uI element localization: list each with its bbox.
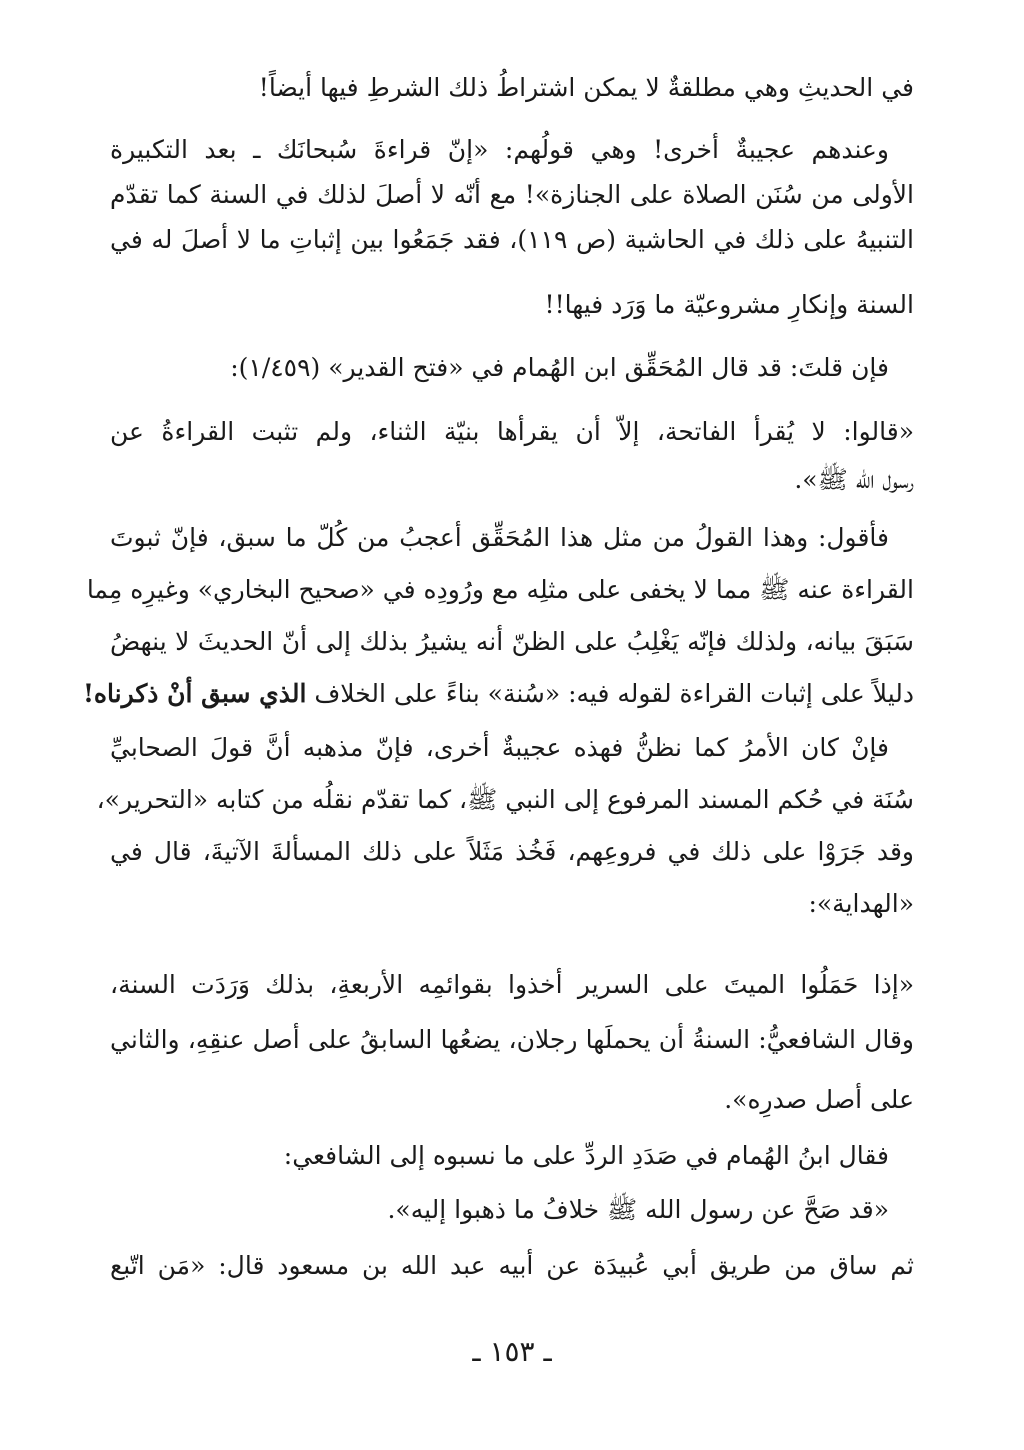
text-line-10: القراءة عنه ﷺ مما لا يخفى على مثلِه مع ورُودِه في «صحيح البخاري» وغيرِه مِما xyxy=(86,575,914,604)
text-line-20: فقال ابنُ الهُمام في صَدَدِ الردِّ على ما نسبوه إلى الشافعي: xyxy=(283,1141,889,1170)
text-line-8: رسول الله ﷺ». xyxy=(794,465,914,494)
bold-phrase: الذي سبق أنْ ذكرناه! xyxy=(82,679,307,708)
text-line-1: في الحديثِ وهي مطلقةٌ لا يمكن اشتراطُ ذلك الشرطِ فيها أيضاً! xyxy=(258,73,914,102)
text-line-22: ثم ساق من طريق أبي عُبيدَة عن أبيه عبد الله بن مسعود قال: «مَن اتّبع xyxy=(110,1251,914,1280)
text-line-4: التنبيهُ على ذلك في الحاشية (ص ١١٩)، فقد جَمَعُوا بين إثباتِ ما لا أصلَ له في xyxy=(110,225,914,254)
text-line-19: على أصل صدرِه». xyxy=(724,1085,914,1114)
text-line-18: وقال الشافعيُّ: السنةُ أن يحملَها رجلان، يضعُها السابقُ على أصل عنقِهِ، والثاني xyxy=(110,1025,914,1054)
text-line-7: «قالوا: لا يُقرأ الفاتحة، إلاّ أن يقرأها بنيّة الثناء، ولم تثبت القراءةُ عن xyxy=(110,417,914,446)
text-line-3: الأولى من سُنَن الصلاة على الجنازة»! مع أنّه لا أصلَ لذلك في السنة كما تقدّم xyxy=(110,180,914,209)
text-line-2: وعندهم عجيبةٌ أخرى! وهي قولُهم: «إنّ قراءةَ سُبحانَك ـ بعد التكبيرة xyxy=(110,135,889,164)
text-line-13: فإنْ كان الأمرُ كما نظنُّ فهذه عجيبةٌ أخرى، فإنّ مذهبه أنَّ قولَ الصحابيِّ xyxy=(110,733,889,762)
text-line-21: «قد صَحَّ عن رسول الله ﷺ خلافُ ما ذهبوا إليه». xyxy=(387,1195,889,1224)
text-line-9: فأقول: وهذا القولُ من مثل هذا المُحَقِّق أعجبُ من كُلّ ما سبق، فإنّ ثبوتَ xyxy=(110,523,889,552)
text-line-6: فإن قلتَ: قد قال المُحَقِّق ابن الهُمام في «فتح القدير» (١/٤٥٩): xyxy=(230,353,889,382)
text-line-15: وقد جَرَوْا على ذلك في فروعِهم، فَخُذ مَثَلاً على ذلك المسألةَ الآتيةَ، قال في xyxy=(110,837,914,866)
text-line-12-body: دليلاً على إثبات القراءة لقوله فيه: «سُنة» بناءً على الخلاف الذي سبق أنْ ذكرناه! xyxy=(82,679,914,708)
text-line-5: السنة وإنكارِ مشروعيّة ما وَرَد فيها!! xyxy=(544,290,914,319)
page-number: ـ ١٥٣ ـ xyxy=(472,1335,552,1368)
text-line-11: سَبَقَ بيانه، ولذلك فإنّه يَغْلِبُ على الظنّ أنه يشيرُ بذلك إلى أنّ الحديثَ لا ينهضُ xyxy=(110,627,914,656)
text-line-16: «الهداية»: xyxy=(808,889,914,918)
text-line-12 xyxy=(82,674,914,714)
text-line-17: «إذا حَمَلُوا الميتَ على السرير أخذوا بقوائمِه الأربعةِ، بذلك وَرَدَت السنة، xyxy=(110,970,914,999)
text-line-14: سُنَة في حُكم المسند المرفوع إلى النبي ﷺ، كما تقدّم نقلُه من كتابه «التحرير»، xyxy=(96,785,914,814)
